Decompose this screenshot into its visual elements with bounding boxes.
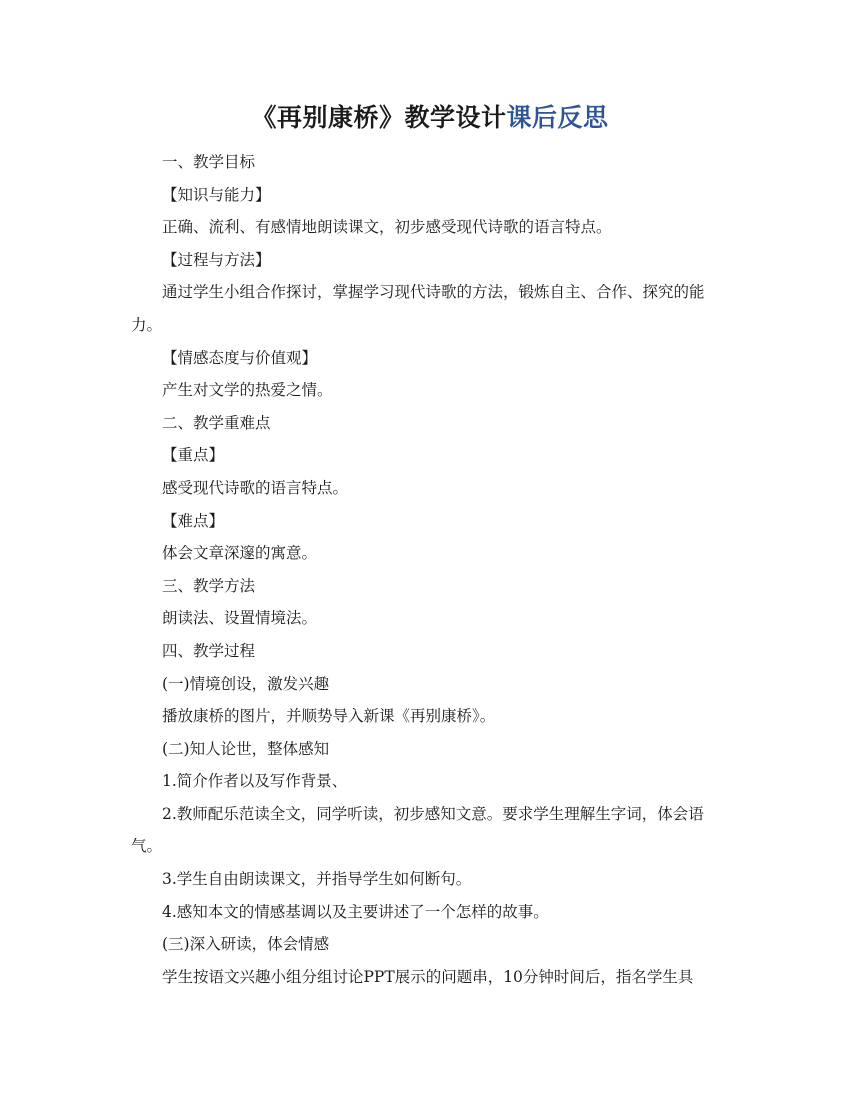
paragraph: 播放康桥的图片，并顺势导入新课《再别康桥》。 xyxy=(162,707,496,726)
subheading-difficulty: 【难点】 xyxy=(162,511,225,530)
section-heading-process: 四、教学过程 xyxy=(162,641,256,660)
section-heading-objectives: 一、教学目标 xyxy=(162,153,256,171)
subheading-step-3: (三)深入研读，体会情感 xyxy=(162,935,330,954)
paragraph: 学生按语文兴趣小组分组讨论PPT展示的问题串，10分钟时间后，指名学生具 xyxy=(162,967,694,986)
paragraph: 体会文章深邃的寓意。 xyxy=(162,544,318,563)
subheading-process-method: 【过程与方法】 xyxy=(162,250,271,269)
section-heading-key-difficult: 二、教学重难点 xyxy=(162,413,271,432)
subheading-step-2: (二)知人论世，整体感知 xyxy=(162,739,330,758)
paragraph: 产生对文学的热爱之情。 xyxy=(162,381,333,400)
subheading-knowledge-ability: 【知识与能力】 xyxy=(162,185,271,204)
title-main: 《再别康桥》教学设计 xyxy=(251,103,507,132)
document-body xyxy=(131,146,731,993)
subheading-step-1: (一)情境创设，激发兴趣 xyxy=(162,674,330,693)
title-accent: 课后反思 xyxy=(506,103,609,132)
list-item: 2.教师配乐范读全文，同学听读，初步感知文意。要求学生理解生字词，体会语气。 xyxy=(131,804,704,856)
list-item: 4.感知本文的情感基调以及主要讲述了一个怎样的故事。 xyxy=(162,902,549,921)
paragraph: 正确、流利、有感情地朗读课文，初步感受现代诗歌的语言特点。 xyxy=(162,218,612,237)
subheading-emotion-values: 【情感态度与价值观】 xyxy=(162,348,318,367)
paragraph: 通过学生小组合作探讨，掌握学习现代诗歌的方法，锻炼自主、合作、探究的能力。 xyxy=(131,283,705,334)
paragraph: 感受现代诗歌的语言特点。 xyxy=(162,478,349,497)
list-item: 1.简介作者以及写作背景、 xyxy=(162,772,348,791)
section-heading-methods: 三、教学方法 xyxy=(162,576,256,595)
document-title xyxy=(0,100,860,136)
paragraph: 朗读法、设置情境法。 xyxy=(162,609,318,628)
subheading-key-point: 【重点】 xyxy=(162,446,225,465)
list-item: 3.学生自由朗读课文，并指导学生如何断句。 xyxy=(162,870,472,889)
